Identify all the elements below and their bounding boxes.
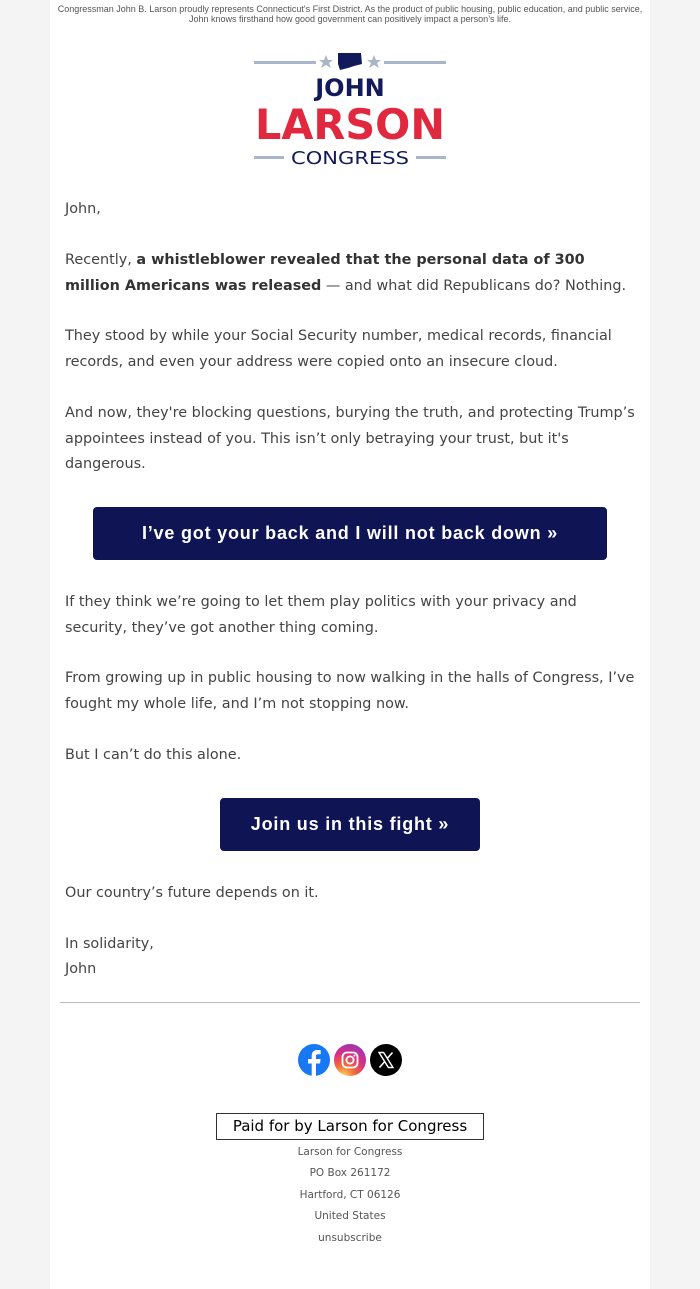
footer-divider: [60, 1002, 640, 1003]
x-icon[interactable]: [370, 1044, 402, 1076]
paragraph-play-politics: If they think we’re going to let them play politics with your privacy and security, they’ve got another thing coming.: [65, 594, 577, 636]
paragraph-data-copied: They stood by while your Social Security number, medical records, financial records, and even your address were copied onto an insecure cloud.: [65, 328, 612, 370]
facebook-icon[interactable]: [298, 1044, 330, 1076]
join-fight-button[interactable]: Join us in this fight »: [220, 798, 480, 851]
signature: John: [65, 961, 97, 977]
footer-country: United States: [314, 1210, 386, 1222]
unsubscribe-link[interactable]: unsubscribe: [318, 1232, 382, 1244]
email-container: [50, 0, 650, 1289]
paid-for-disclaimer: Paid for by Larson for Congress: [216, 1113, 484, 1140]
instagram-icon[interactable]: [334, 1044, 366, 1076]
preheader-text: Congressman John B. Larson proudly represents Connecticut's First District. As the product of public housing, public education, and public service, John knows firsthand how good government can positively impact a person’s life.: [57, 4, 643, 24]
got-your-back-button[interactable]: I’ve got your back and I will not back down »: [93, 507, 607, 560]
footer-city: Hartford, CT 06126: [299, 1189, 401, 1201]
paragraph-public-housing: From growing up in public housing to now walking in the halls of Congress, I’ve fought my whole life, and I’m not stopping now.: [65, 670, 635, 712]
paragraph-country-future: Our country’s future depends on it.: [65, 885, 319, 901]
footer-org: Larson for Congress: [297, 1146, 403, 1158]
paragraph-whistleblower: Recently, a whistleblower revealed that the personal data of 300 million Americans was released — and what did Republicans do? Nothing.: [65, 252, 627, 294]
logo-larson-text: LARSON: [255, 100, 445, 149]
logo-congress-text: CONGRESS: [291, 148, 409, 169]
paragraph-cant-do-alone: But I can’t do this alone.: [65, 747, 242, 763]
signoff: In solidarity,: [65, 936, 154, 952]
greeting: John,: [65, 201, 101, 217]
whistleblower-highlight: a whistleblower revealed that the personal data of 300 million Americans was released: [65, 252, 585, 294]
paragraph-blocking-questions: And now, they're blocking questions, burying the truth, and protecting Trump’s appointees instead of you. This isn’t only betraying your trust, but it's dangerous.: [65, 405, 635, 472]
logo-john-text: JOHN: [315, 74, 385, 102]
footer-unsubscribe: [50, 1231, 650, 1245]
footer-po-box: PO Box 261172: [309, 1167, 391, 1179]
john-larson-congress-logo: [250, 50, 450, 170]
